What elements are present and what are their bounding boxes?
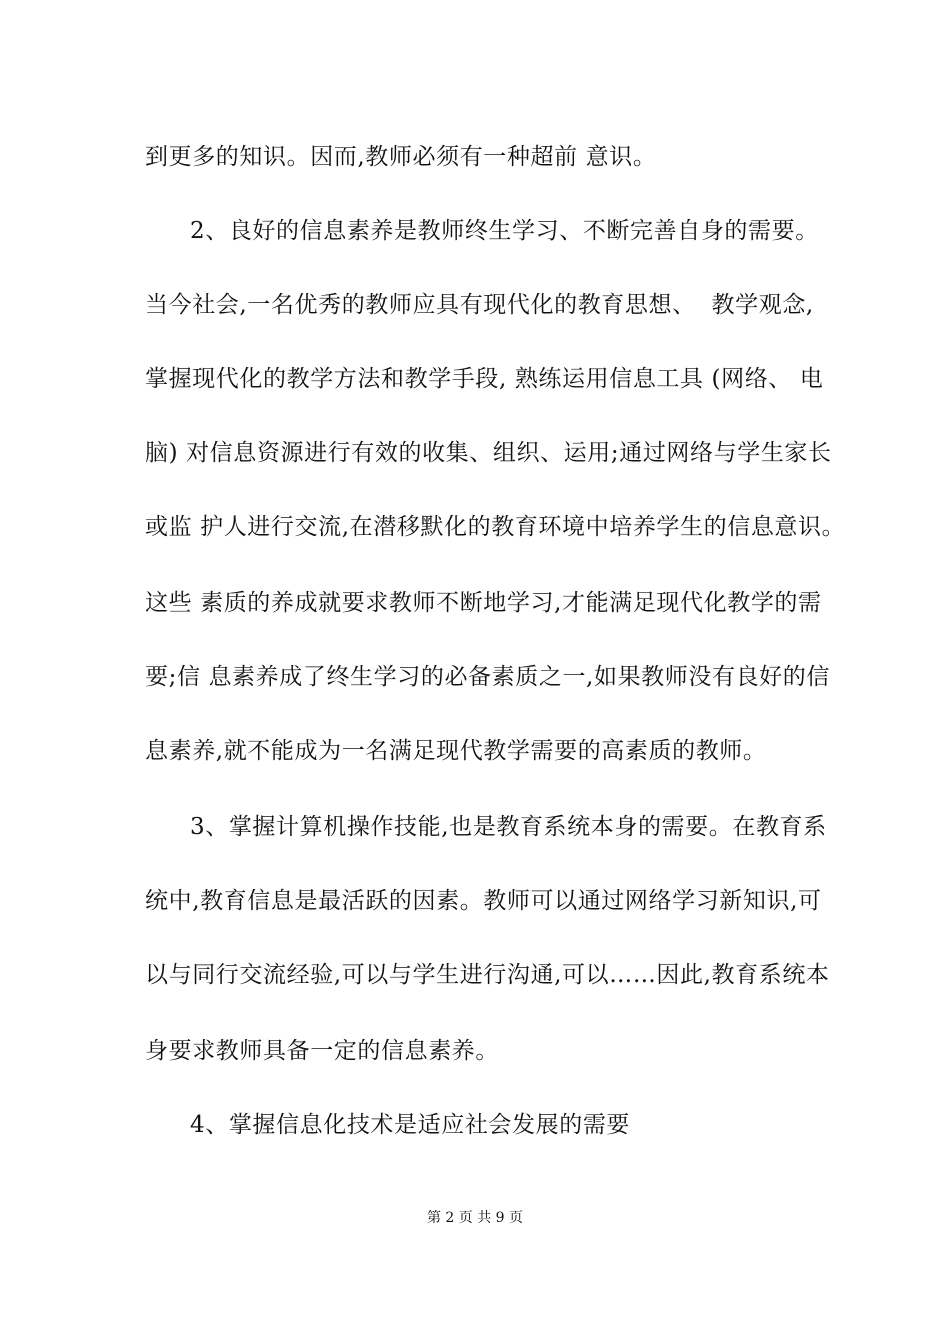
text-line: 以与同行交流经验,可以与学生进行沟通,可以……因此,教育系统本 xyxy=(145,962,830,988)
page-number-footer: 第 2 页 共 9 页 xyxy=(426,1210,524,1226)
paragraph-2-heading: 2、良好的信息素养是教师终生学习、不断完善自身的需要。 xyxy=(190,218,819,244)
text-line: 这些 素质的养成就要求教师不断地学习,才能满足现代化教学的需 xyxy=(145,590,822,616)
paragraph-3-heading: 3、掌握计算机操作技能,也是教育系统本身的需要。在教育系 xyxy=(190,814,827,840)
text-line: 或监 护人进行交流,在潜移默化的教育环境中培养学生的信息意识。 xyxy=(145,514,846,540)
text-line: 掌握现代化的教学方法和教学手段, 熟练运用信息工具 (网络、 电 xyxy=(145,366,824,392)
text-line: 息素养,就不能成为一名满足现代教学需要的高素质的教师。 xyxy=(145,738,767,764)
text-line: 身要求教师具备一定的信息素养。 xyxy=(145,1038,499,1064)
text-line: 要;信 息素养成了终生学习的必备素质之一,如果教师没有良好的信 xyxy=(145,664,830,690)
text-line: 统中,教育信息是最活跃的因素。教师可以通过网络学习新知识,可 xyxy=(145,888,822,914)
paragraph-4-heading: 4、掌握信息化技术是适应社会发展的需要 xyxy=(190,1112,631,1138)
text-line: 当今社会,一名优秀的教师应具有现代化的教育思想、 教学观念, xyxy=(145,292,814,318)
text-line: 脑) 对信息资源进行有效的收集、组织、运用;通过网络与学生家长 xyxy=(145,440,832,466)
text-line: 到更多的知识。因而,教师必须有一种超前 意识。 xyxy=(145,144,657,170)
